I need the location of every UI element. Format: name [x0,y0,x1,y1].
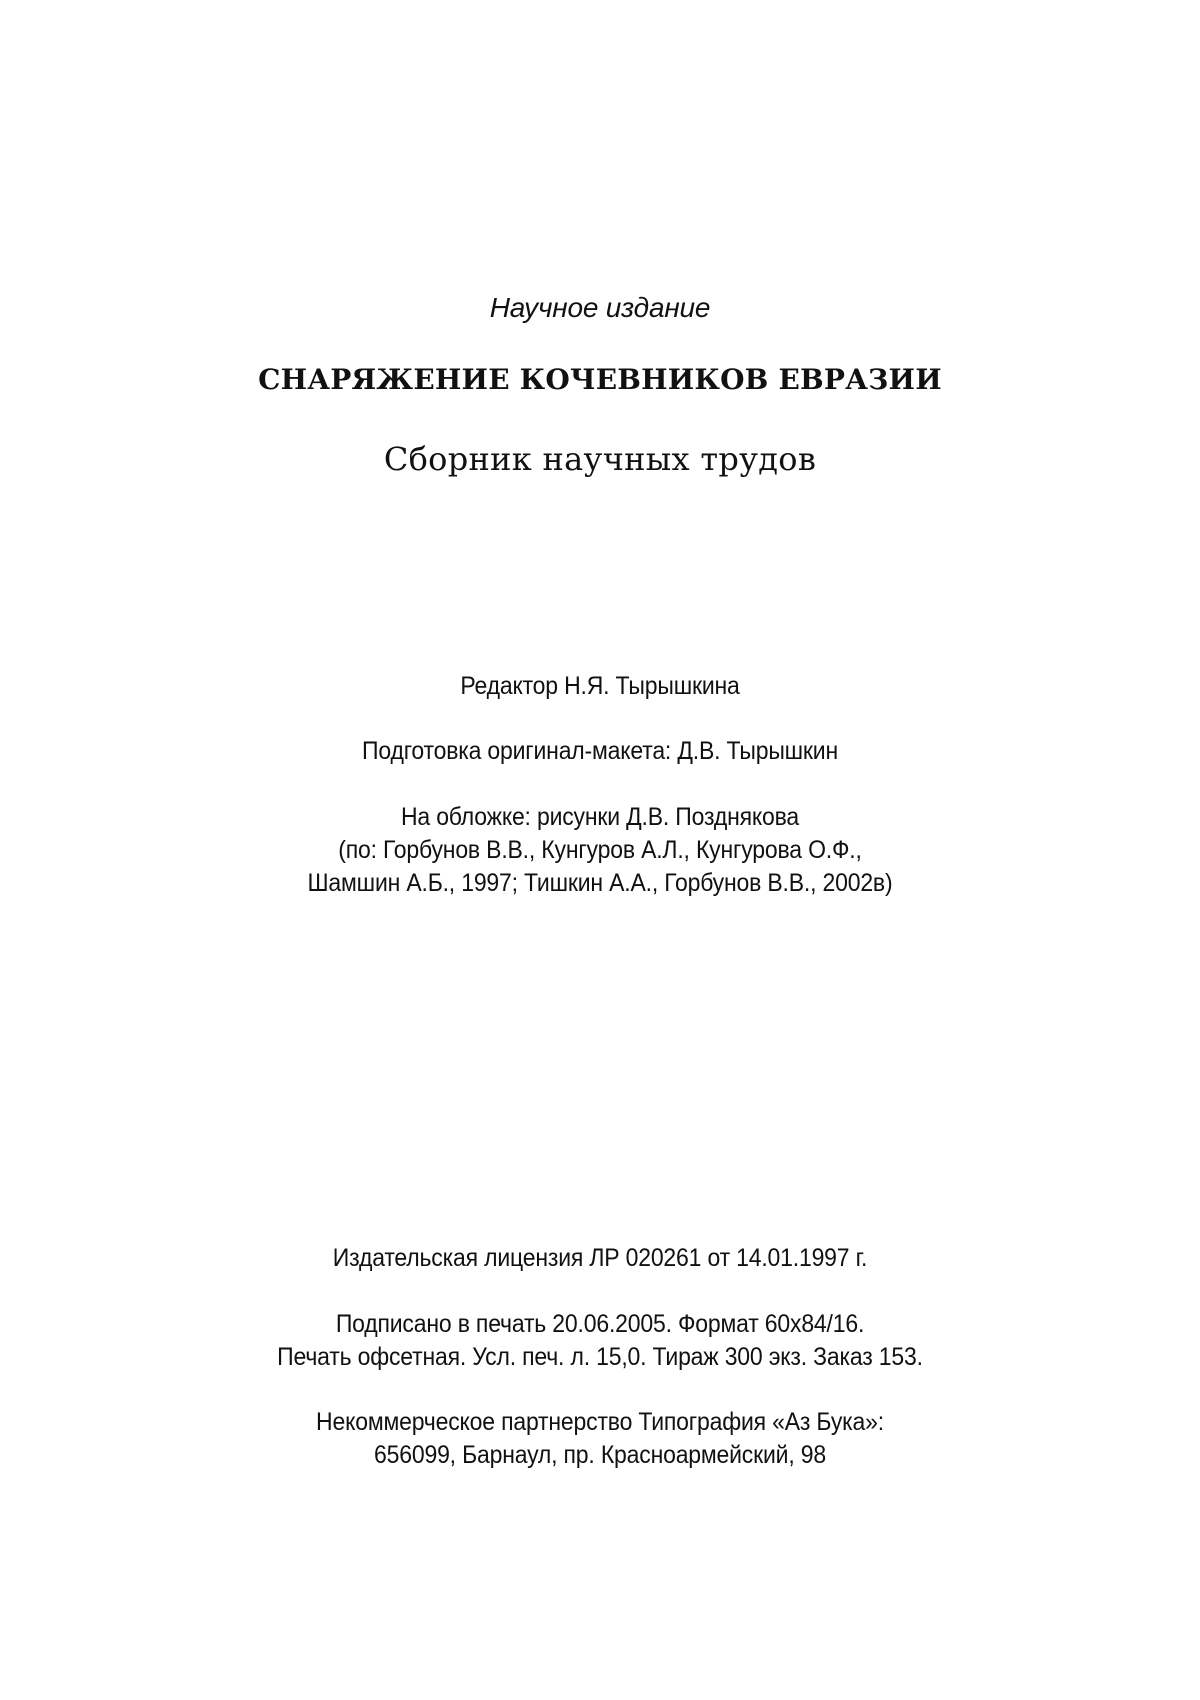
cover-credit-line-1: На обложке: рисунки Д.В. Позднякова [400,803,800,831]
book-subtitle: Сборник научных трудов [383,440,817,478]
publishing-license: Издательская лицензия ЛР 020261 от 14.01.1997 г. [332,1244,868,1272]
cover-credit-line-3: Шамшин А.Б., 1997; Тишкин А.А., Горбунов В.В., 2002в) [307,869,893,897]
editor-credit: Редактор Н.Я. Тырышкина [460,672,740,700]
layout-credit: Подготовка оригинал-макета: Д.В. Тырышкин [362,737,838,765]
printer-line-2: 656099, Барнаул, пр. Красноармейский, 98 [374,1441,826,1469]
print-signed-line-2: Печать офсетная. Усл. печ. л. 15,0. Тираж 300 экз. Заказ 153. [277,1343,923,1371]
cover-credit-line-2: (по: Горбунов В.В., Кунгуров А.Л., Кунгурова О.Ф., [338,836,862,864]
print-signed-line-1: Подписано в печать 20.06.2005. Формат 60х84/16. [335,1310,865,1338]
edition-type: Научное издание [489,292,711,323]
book-title: СНАРЯЖЕНИЕ КОЧЕВНИКОВ ЕВРАЗИИ [258,363,942,396]
printer-line-1: Некоммерческое партнерство Типография «Аз Бука»: [316,1408,884,1436]
